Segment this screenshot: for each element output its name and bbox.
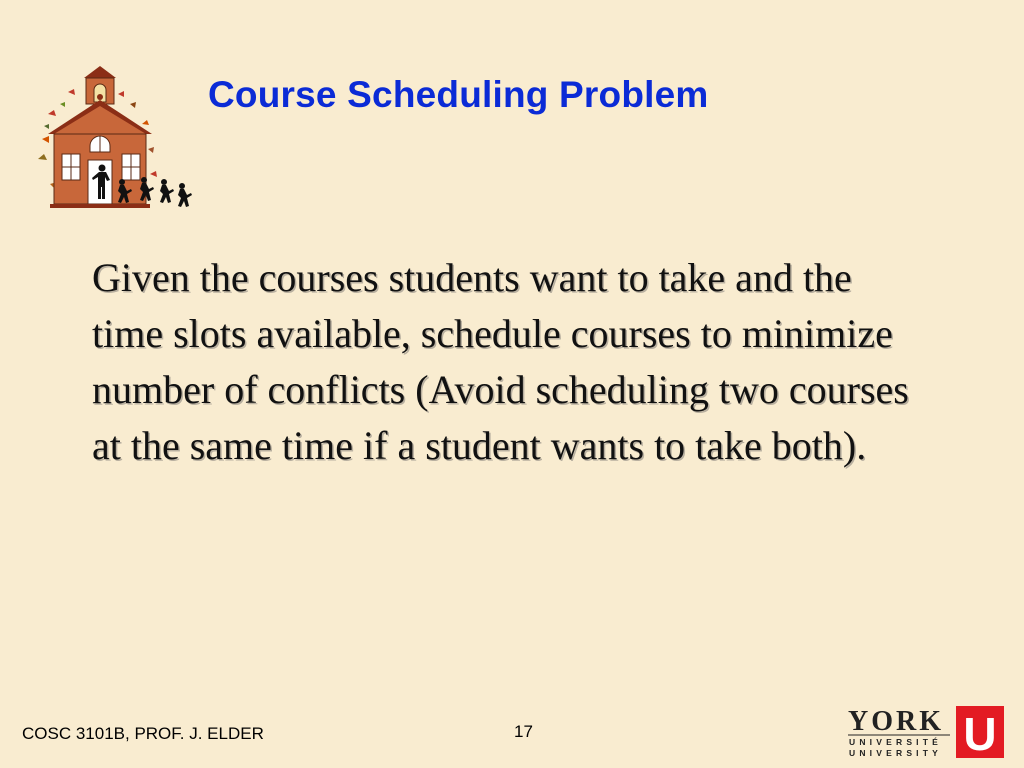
- page-number: 17: [514, 722, 533, 741]
- schoolhouse-icon: [30, 64, 200, 214]
- slide-title: Course Scheduling Problem: [208, 74, 709, 115]
- logo-universite: UNIVERSITÉ: [849, 737, 943, 747]
- logo-university: UNIVERSITY: [849, 748, 943, 758]
- logo-word: YORK: [848, 706, 944, 737]
- york-university-logo: [846, 704, 1011, 760]
- footer-course-label: COSC 3101B, PROF. J. ELDER: [22, 724, 264, 743]
- logo-u-mark: U: [963, 708, 997, 760]
- slide-body-text: Given the courses students want to take and the time slots available, schedule courses to minimize number of conflicts (Avoid scheduling two courses at the same time if a student wants to take both).: [92, 255, 909, 468]
